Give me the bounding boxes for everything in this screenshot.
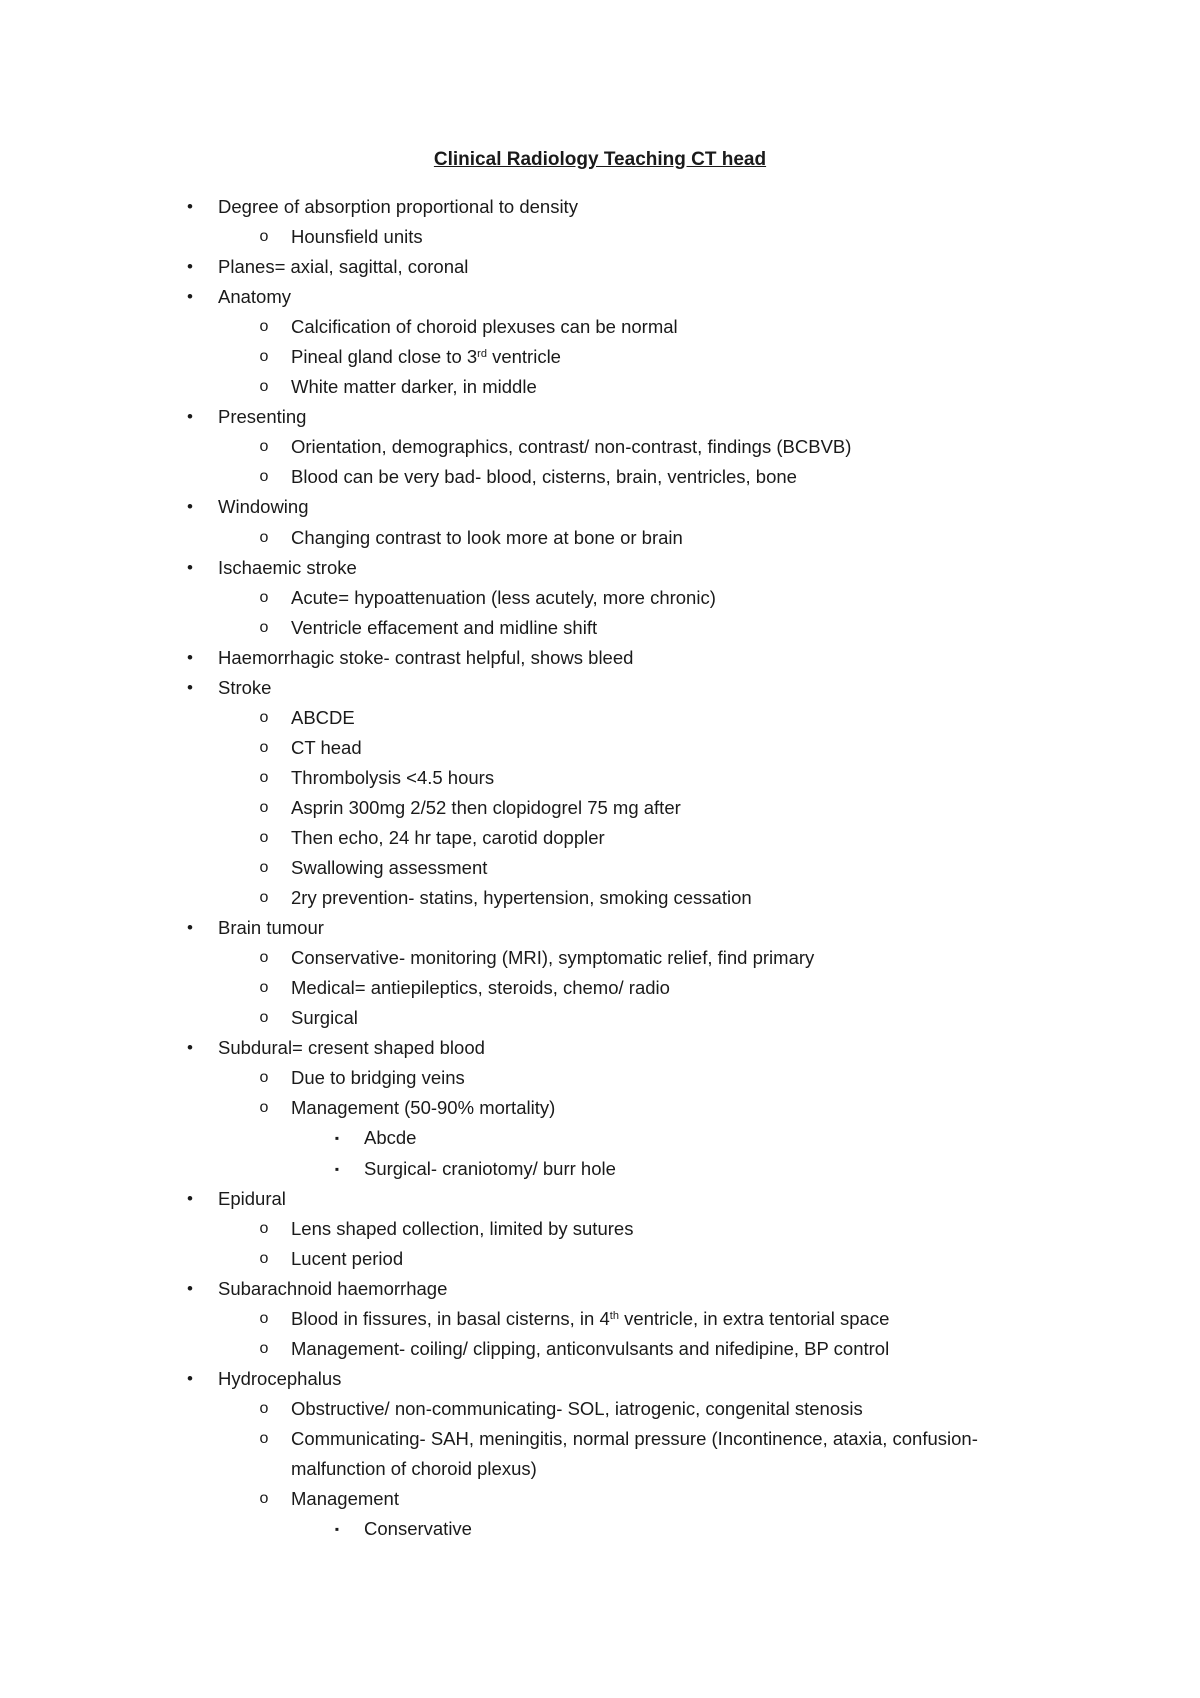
item-text-main: White matter darker, in middle — [291, 376, 537, 398]
sub-item — [0, 1484, 1200, 1514]
document-title: Clinical Radiology Teaching CT head — [433, 149, 767, 170]
item-text — [291, 823, 605, 853]
circle-marker: o — [259, 859, 269, 877]
item-text — [364, 1514, 472, 1544]
circle-marker: o — [259, 768, 269, 786]
circle-marker: o — [259, 348, 269, 366]
item-text-main: Management- coiling/ clipping, anticonvulsants and nifedipine, BP control — [291, 1337, 890, 1359]
bullet-item — [0, 492, 1200, 522]
bullet-marker: • — [187, 197, 193, 216]
item-text — [291, 372, 537, 402]
circle-marker: o — [259, 1009, 269, 1027]
item-text-main: Swallowing assessment — [291, 857, 488, 879]
item-text — [291, 1063, 465, 1093]
item-text-main: Conservative — [364, 1518, 472, 1540]
item-text — [291, 1424, 978, 1454]
sub-item — [0, 703, 1200, 733]
item-text — [291, 733, 362, 763]
item-text-main: Presenting — [218, 406, 307, 428]
item-text — [218, 1274, 447, 1304]
bullet-marker: • — [187, 918, 193, 938]
bullet-marker: • — [187, 557, 193, 577]
sub-item — [0, 853, 1200, 883]
circle-marker: o — [259, 1249, 269, 1267]
bullet-item — [0, 282, 1200, 312]
item-text — [291, 1214, 633, 1244]
bullet-item — [0, 1364, 1200, 1394]
circle-marker: o — [259, 618, 269, 636]
circle-marker: o — [259, 1429, 269, 1447]
circle-marker: o — [259, 889, 269, 907]
sub-item — [0, 883, 1200, 913]
item-text — [218, 553, 357, 583]
bullet-marker: • — [187, 407, 193, 427]
item-text-main: Subarachnoid haemorrhage — [218, 1277, 448, 1299]
circle-marker: o — [259, 1099, 269, 1117]
circle-marker: o — [259, 1069, 269, 1087]
item-text-main: Surgical- craniotomy/ burr hole — [364, 1157, 616, 1179]
item-text-main: Blood in fissures, in basal cisterns, in 4 — [291, 1307, 610, 1329]
item-text — [218, 673, 271, 703]
item-text — [291, 222, 423, 252]
item-text-main: Conservative- monitoring (MRI), symptomatic relief, find primary — [291, 947, 815, 969]
item-text-main: Communicating- SAH, meningitis, normal pressure (Incontinence, ataxia, confusion- — [291, 1427, 978, 1449]
circle-marker: o — [259, 528, 269, 546]
item-text-main: Calcification of choroid plexuses can be normal — [291, 316, 678, 338]
bullet-item — [0, 673, 1200, 703]
item-text-main: Changing contrast to look more at bone or brain — [291, 526, 683, 548]
item-text — [291, 703, 355, 733]
circle-marker: o — [259, 708, 269, 726]
item-text-main: Planes= axial, sagittal, coronal — [218, 256, 469, 278]
bullet-marker: • — [187, 647, 193, 667]
item-text-main: Acute= hypoattenuation (less acutely, more chronic) — [291, 586, 716, 608]
bullet-marker: • — [187, 257, 193, 277]
bullet-marker: • — [187, 1038, 193, 1058]
item-text — [291, 1244, 403, 1274]
item-text — [291, 793, 681, 823]
item-text — [364, 1154, 616, 1184]
circle-marker: o — [259, 828, 269, 846]
item-text-continuation: malfunction of choroid plexus) — [291, 1457, 537, 1479]
sub-item — [0, 1063, 1200, 1093]
item-text-main: ABCDE — [291, 706, 355, 728]
circle-marker: o — [259, 438, 269, 456]
sub-sub-item — [0, 1123, 1200, 1153]
item-text-main: Medical= antiepileptics, steroids, chemo/ radio — [291, 977, 670, 999]
sub-item — [0, 1214, 1200, 1244]
sub-item — [0, 523, 1200, 553]
item-text-main: Ischaemic stroke — [218, 556, 357, 578]
sub-item — [0, 342, 1200, 372]
item-text — [291, 462, 797, 492]
item-text — [218, 913, 324, 943]
sub-item — [0, 222, 1200, 252]
bullet-marker: • — [187, 677, 193, 697]
item-text — [291, 763, 494, 793]
sub-item — [0, 943, 1200, 973]
item-text — [291, 613, 597, 643]
item-text — [218, 252, 468, 282]
item-text — [291, 1484, 399, 1514]
item-text — [291, 883, 752, 913]
item-text-main: Lucent period — [291, 1247, 404, 1269]
item-text-main: 2ry prevention- statins, hypertension, smoking cessation — [291, 887, 752, 909]
bullet-item — [0, 553, 1200, 583]
sub-item — [0, 372, 1200, 402]
item-text — [364, 1123, 416, 1153]
item-text-main: Windowing — [218, 496, 309, 518]
item-text — [218, 282, 291, 312]
sub-item — [0, 823, 1200, 853]
item-text — [291, 1003, 358, 1033]
item-text-main: Degree of absorption proportional to density — [218, 196, 578, 217]
bullet-marker: • — [187, 287, 193, 307]
bullet-item — [0, 192, 1200, 222]
bullet-item — [0, 1274, 1200, 1304]
bullet-item — [0, 643, 1200, 673]
item-text — [291, 1304, 889, 1334]
circle-marker: o — [259, 738, 269, 756]
item-text-main: Epidural — [218, 1187, 286, 1209]
item-text — [291, 312, 678, 342]
item-text-after: ventricle — [486, 346, 561, 368]
item-text-main: Brain tumour — [218, 917, 324, 939]
square-marker: ▪ — [334, 1161, 340, 1176]
circle-marker: o — [259, 468, 269, 486]
sub-item — [0, 763, 1200, 793]
sub-item — [0, 1424, 1200, 1454]
item-text — [291, 1394, 863, 1424]
sub-item — [0, 613, 1200, 643]
circle-marker: o — [259, 378, 269, 396]
circle-marker: o — [259, 1490, 269, 1508]
bullet-marker: • — [187, 497, 193, 517]
sub-item — [0, 312, 1200, 342]
sub-item — [0, 462, 1200, 492]
item-text-main: Hounsfield units — [291, 226, 423, 248]
circle-marker: o — [259, 979, 269, 997]
sub-item — [0, 733, 1200, 763]
sub-item — [0, 1304, 1200, 1334]
item-text — [218, 192, 578, 222]
sub-item-continuation — [0, 1454, 1200, 1484]
item-text-main: Pineal gland close to 3 — [291, 346, 478, 368]
item-text-main: Haemorrhagic stoke- contrast helpful, shows bleed — [218, 646, 634, 668]
circle-marker: o — [259, 1399, 269, 1417]
sub-item — [0, 1394, 1200, 1424]
sub-item — [0, 973, 1200, 1003]
item-text — [291, 583, 716, 613]
bullet-item — [0, 1033, 1200, 1063]
item-text — [218, 643, 633, 673]
bullet-item — [0, 913, 1200, 943]
circle-marker: o — [259, 588, 269, 606]
sub-item — [0, 432, 1200, 462]
item-text-main: Then echo, 24 hr tape, carotid doppler — [291, 826, 605, 848]
bullet-marker: • — [187, 1368, 193, 1388]
bullet-marker: • — [187, 1278, 193, 1298]
item-text-main: Blood can be very bad- blood, cisterns, brain, ventricles, bone — [291, 466, 797, 488]
ordinal-superscript: th — [609, 1309, 619, 1322]
circle-marker: o — [259, 228, 269, 246]
item-text-main: Surgical — [291, 1007, 358, 1029]
item-text-after: ventricle, in extra tentorial space — [618, 1307, 890, 1329]
bullet-marker: • — [187, 1188, 193, 1208]
item-text-main: Abcde — [364, 1127, 417, 1149]
item-text-main: Management — [291, 1488, 399, 1510]
sub-item — [0, 1244, 1200, 1274]
ordinal-superscript: rd — [477, 348, 487, 361]
circle-marker: o — [259, 1219, 269, 1237]
item-text-main: Stroke — [218, 676, 272, 698]
square-marker: ▪ — [334, 1131, 340, 1146]
item-text — [291, 943, 814, 973]
item-text — [291, 342, 561, 372]
bullet-item — [0, 1184, 1200, 1214]
item-text — [291, 523, 683, 553]
sub-item — [0, 583, 1200, 613]
item-text-main: Asprin 300mg 2/52 then clopidogrel 75 mg after — [291, 796, 681, 818]
item-text-main: Anatomy — [218, 286, 292, 308]
circle-marker: o — [259, 1339, 269, 1357]
item-text-main: Obstructive/ non-communicating- SOL, iatrogenic, congenital stenosis — [291, 1397, 863, 1419]
item-text-main: Thrombolysis <4.5 hours — [291, 766, 495, 788]
item-text-main: CT head — [291, 736, 362, 758]
item-text-main: Subdural= cresent shaped blood — [218, 1037, 485, 1059]
item-text — [218, 492, 309, 522]
bullet-item — [0, 252, 1200, 282]
sub-item — [0, 793, 1200, 823]
sub-sub-item — [0, 1154, 1200, 1184]
bullet-item — [0, 402, 1200, 432]
item-text-main: Hydrocephalus — [218, 1367, 342, 1389]
item-text — [218, 1033, 485, 1063]
sub-item — [0, 1093, 1200, 1123]
item-text — [218, 1184, 286, 1214]
item-text-main: Lens shaped collection, limited by sutures — [291, 1217, 634, 1239]
item-text — [291, 1093, 555, 1123]
item-text — [291, 853, 487, 883]
notes-list — [0, 192, 1200, 1544]
circle-marker: o — [259, 798, 269, 816]
item-text — [291, 432, 851, 462]
circle-marker: o — [259, 318, 269, 336]
item-text — [291, 1334, 889, 1364]
item-text — [218, 402, 306, 432]
circle-marker: o — [259, 949, 269, 967]
item-text-main: Ventricle effacement and midline shift — [291, 616, 598, 638]
circle-marker: o — [259, 1309, 269, 1327]
item-text-main: Management (50-90% mortality) — [291, 1097, 556, 1119]
sub-sub-item — [0, 1514, 1200, 1544]
sub-item — [0, 1003, 1200, 1033]
item-text — [291, 973, 670, 1003]
sub-item — [0, 1334, 1200, 1364]
item-text — [218, 1364, 341, 1394]
item-text-main: Due to bridging veins — [291, 1067, 465, 1089]
square-marker: ▪ — [334, 1522, 340, 1537]
item-text-main: Orientation, demographics, contrast/ non-contrast, findings (BCBVB) — [291, 436, 852, 458]
